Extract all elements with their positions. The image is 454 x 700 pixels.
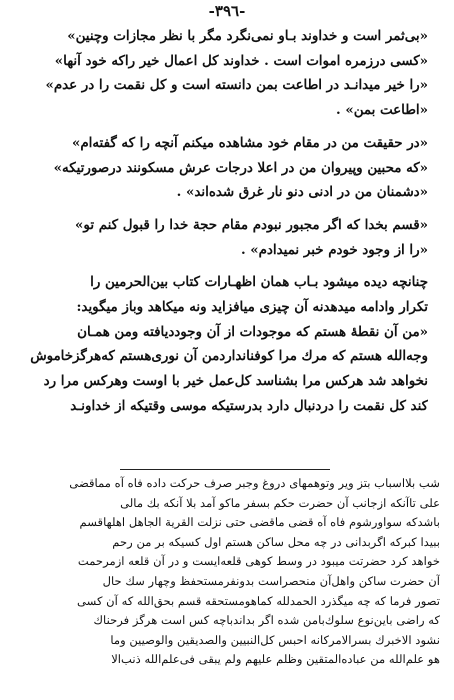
main-line: «را از وجود خودم خبر نمیدادم» . — [240, 241, 428, 258]
footnote-line: شب بلااسباب بتز ویر وتوهمهای دروغ وجبر صرف حرکت داده فاه آه مماقضی — [69, 476, 440, 490]
footnote-line: ببیدا کبرکه اگربدانی در چه محل ساکن هستم اول کسیکه بر من رحم — [112, 534, 440, 549]
main-line: «اطاعت بمن» . — [336, 102, 428, 119]
footnote-line: نشود الاخبرك بسرالامرکانه احبس کل‌النبیین والصدیقین والوصیین وما — [110, 632, 440, 647]
main-line: تکرار وادامه میدهدنه آن چیزی میافزاید ونه میکاهد وباز میگوید: — [76, 299, 428, 316]
footnote-line: خواهد کرد حضرتت میبود در وسط کوهی قلعه‌ایست و در آن قلعه ازمرحمت — [77, 554, 440, 569]
main-line: «در حقیقت من در مقام خود مشاهده میکنم آنچه را که گفته‌ام» — [72, 134, 428, 151]
main-line: چنانچه دیده میشود بـاب همان اظهـارات کتاب بین‌الحرمین را — [90, 274, 428, 291]
main-line: «که محبین وپیروان من در اعلا درجات عرش مسکونند درصورتیکه» — [53, 159, 428, 176]
page-number: -٣٩٦- — [208, 2, 246, 20]
main-line: «را خیر میدانـد در اطاعت بمن دانسته است و کل نقمت را در عدم» — [45, 77, 428, 94]
main-line: «کسی درزمره اموات است . خداوند کل اعمال خیر راکه خود آنها» — [54, 52, 428, 69]
footnote-line: باشدکه سواورشوم فاه آه قضی ماقضی حتی نزلت القریة الجاهل اهلهاقسم — [79, 515, 440, 530]
footnote-line: آن حضرت ساکن واهل‌آن منحصراست بدونفرمستحفظ وچهار سك حال — [102, 573, 440, 588]
main-text — [28, 24, 428, 419]
footnote-divider — [120, 469, 330, 470]
footnote-text — [14, 474, 440, 670]
main-line: کند کل نقمت را دردنبال دارد بدرستیکه موسی وقتیکه از خداونـد — [70, 397, 428, 414]
paragraph-gap — [28, 262, 428, 270]
footnote-line: هو علم‌الله من عباده‌المتقین وظلم علیهم ولم یبقی فی‌علم‌الله ذنب‌الا — [111, 652, 440, 667]
main-line: «من آن نقطهٔ هستم که موجودات از آن وجوددیافته ومن همـان — [77, 323, 428, 340]
footnote-line: علی تاآنکه ازجانب آن حضرت حکم بسفر ماکو آمد بلا آنکه بك مالی — [120, 495, 440, 510]
main-line: «بی‌ثمر است و خداوند بـاو نمی‌نگرد مگر با نظر مجازات وچنین» — [67, 28, 428, 44]
paragraph-gap — [28, 123, 428, 131]
main-line: «قسم بخدا که اگر مجبور نبودم مقام حجة خدا را قبول کنم تو» — [75, 216, 428, 233]
footnote-line: تصور فرما که چه میگذرد الحمدلله کماهومستحقه قسم بحق‌الله که آن کسی — [76, 593, 440, 608]
main-line: «دشمنان من در ادنی دنو نار غرق شده‌اند» . — [176, 184, 428, 201]
main-line: وجه‌الله هستم که مرك مرا کوفنانداردمن آن نوری‌هستم که‌هرگزخاموش — [30, 348, 428, 365]
main-line: نخواهد شد هرکس مرا بشناسد کل‌عمل خیر با اوست وهرکس مرا رد — [43, 373, 428, 390]
paragraph-gap — [28, 205, 428, 213]
footnote-line: که راضی باین‌نوع سلوك‌با‌من شده اگر بداندباچه کس است هرگز فرحناك — [93, 613, 440, 628]
